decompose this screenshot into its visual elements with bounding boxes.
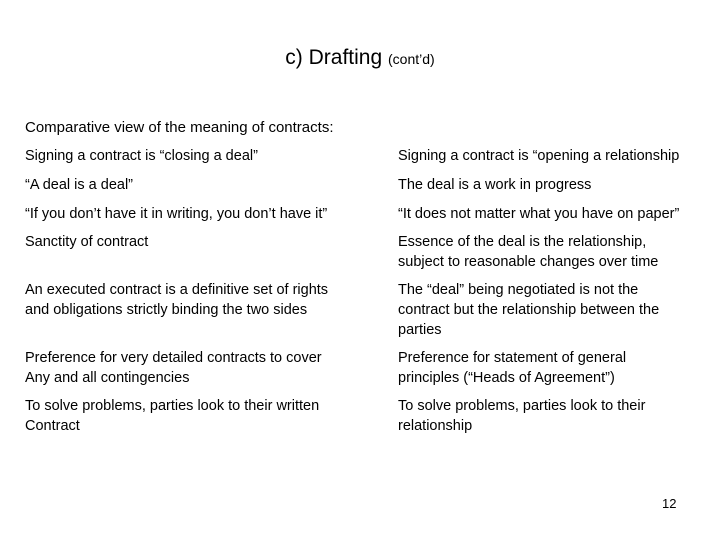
comparison-right-cell: The deal is a work in progress (398, 177, 592, 193)
comparison-right-cell: Signing a contract is “opening a relationship (398, 148, 680, 164)
slide-title-main: c) Drafting (285, 46, 383, 69)
slide-title (0, 46, 720, 70)
comparison-left-cell: To solve problems, parties look to their written Contract (25, 398, 320, 434)
comparison-right-cell: “It does not matter what you have on paper” (398, 206, 680, 222)
comparison-left-cell: Preference for very detailed contracts to cover Any and all contingencies (25, 350, 322, 386)
comparison-left-cell: “If you don’t have it in writing, you don’t have it” (25, 206, 328, 222)
slide-subtitle: Comparative view of the meaning of contracts: (25, 119, 334, 136)
comparison-right-cell: To solve problems, parties look to their relationship (398, 398, 646, 434)
comparison-left-cell: Sanctity of contract (25, 234, 149, 250)
comparison-right-cell: The “deal” being negotiated is not the contract but the relationship between the parties (398, 282, 660, 338)
comparison-left-cell: “A deal is a deal” (25, 177, 134, 193)
slide-title-sub: (cont’d) (388, 51, 435, 67)
comparison-right-cell: Preference for statement of general principles (“Heads of Agreement”) (398, 350, 627, 386)
comparison-left-cell: An executed contract is a definitive set of rights and obligations strictly binding the two sides (25, 282, 329, 318)
page-number: 12 (662, 496, 677, 511)
comparison-right-cell: Essence of the deal is the relationship, subject to reasonable changes over time (398, 234, 659, 270)
comparison-left-cell: Signing a contract is “closing a deal” (25, 148, 258, 164)
